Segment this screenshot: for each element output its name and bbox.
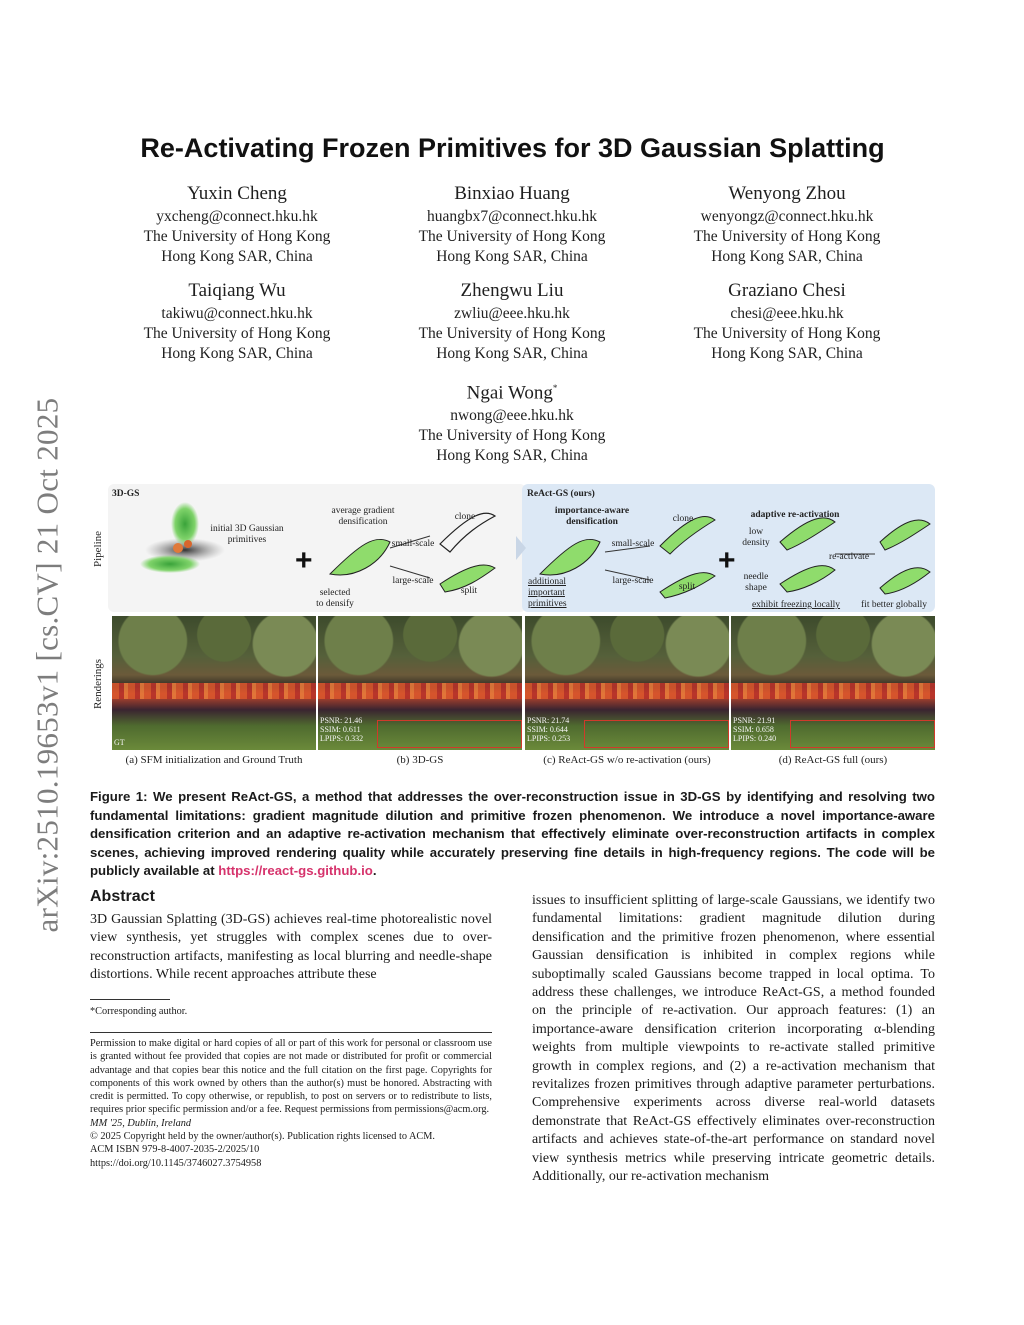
author-name: Ngai Wong (466, 382, 553, 404)
author-location: Hong Kong SAR, China (711, 248, 863, 265)
row-label-renderings: Renderings (92, 658, 105, 710)
permission-block (90, 1037, 492, 1170)
better-shape (880, 568, 930, 594)
subcaption-b: (b) 3D-GS (396, 754, 444, 766)
row-label-pipeline: Pipeline (92, 530, 104, 568)
label-split: split (460, 586, 478, 596)
metrics-reactgs-full: PSNR: 21.91 SSIM: 0.658 LPIPS: 0.240 (733, 716, 777, 743)
author-location: Hong Kong SAR, China (436, 345, 588, 362)
subcaption-d: (d) ReAct-GS full (ours) (778, 754, 888, 766)
label-needle: needle shape (743, 572, 769, 593)
author-block (372, 375, 652, 466)
author-email: zwliu@eee.hku.hk (454, 305, 570, 322)
label-importance: importance-aware densification (554, 506, 630, 527)
label-better: fit better globally (861, 600, 927, 610)
reactivate-shape (780, 566, 835, 592)
doi-link[interactable]: https://doi.org/10.1145/3746027.3754958 (90, 1157, 262, 1169)
figure-caption: Figure 1: We present ReAct-GS, a method that addresses the over-reconstruction issue in 3D-GS by identifying and resolving two fundamental limitations: gradient magnitude dilution and primitive frozen phenomenon. We introduce a novel importance-aware densification criterion and an adaptive re-activation mechanism that effectively eliminate over-reconstruction artifacts in complex scenes, achieving improved rendering quality while accurately preserving fine details in high-frequency regions. The code will be publicly available at https://react-gs.github.io. (90, 789, 935, 878)
project-link[interactable]: https://react-gs.github.io (218, 863, 373, 878)
metrics-3dgs: PSNR: 21.46 SSIM: 0.611 LPIPS: 0.332 (320, 716, 364, 743)
author-name: Graziano Chesi (728, 280, 846, 301)
author-block (647, 278, 927, 364)
author-block (647, 181, 927, 267)
plus-icon: + (295, 544, 313, 577)
initial-point (184, 540, 192, 548)
author-name: Yuxin Cheng (187, 183, 287, 204)
author-affiliation: The University of Hong Kong (143, 228, 331, 245)
permission-rule (90, 1032, 492, 1033)
label-clone: clone (672, 514, 694, 524)
author-name: Taiqiang Wu (188, 280, 286, 301)
pipeline-diagram (90, 484, 935, 612)
label-reactivate: re-activate (828, 552, 870, 562)
venue: MM '25, Dublin, Ireland (90, 1117, 192, 1129)
paper-title: Re-Activating Frozen Primitives for 3D Gaussian Splatting (140, 133, 885, 163)
label-clone: clone (454, 512, 476, 522)
isbn: ACM ISBN 979-8-4007-2035-2/2025/10 (90, 1144, 260, 1156)
label-avg-grad: average gradient densification (331, 506, 395, 527)
initial-point (173, 543, 183, 553)
author-location: Hong Kong SAR, China (161, 345, 313, 362)
highlight-box (790, 720, 935, 748)
author-name: Zhengwu Liu (460, 280, 564, 301)
highlight-box (584, 720, 729, 748)
author-affiliation: The University of Hong Kong (418, 427, 606, 445)
label-large-scale: large-scale (612, 576, 654, 586)
author-block (372, 278, 652, 364)
label-small-scale: small-scale (611, 539, 655, 549)
initial-gaussian (140, 555, 200, 573)
subcaption-c: (c) ReAct-GS w/o re-activation (ours) (543, 754, 711, 766)
author-location: Hong Kong SAR, China (161, 248, 313, 265)
label-small-scale: small-scale (391, 539, 435, 549)
footnote-rule (90, 999, 170, 1000)
rendering-gt (112, 616, 316, 750)
panel-label-reactgs: ReAct-GS (ours) (527, 489, 595, 499)
author-email: wenyongz@connect.hku.hk (700, 208, 874, 225)
abstract-left: 3D Gaussian Splatting (3D-GS) achieves real-time photorealistic novel view synthesis, yet struggles with complex scenes due to over-reconstruction artifacts, manifesting as local blurring and needle-shape distortions. While recent approaches attribute these (90, 912, 492, 983)
label-low-density: low density (742, 527, 770, 548)
rendering-reactgs-full (731, 616, 935, 750)
gt-label: GT (114, 738, 125, 747)
blade-shape (330, 539, 390, 575)
reactivate-shape (780, 518, 835, 550)
highlight-box (377, 720, 522, 748)
transition-arrow (516, 536, 526, 560)
label-selected: selected to densify (316, 588, 354, 609)
label-split: split (678, 582, 696, 592)
metrics-reactgs-no-react: PSNR: 21.74 SSIM: 0.644 LPIPS: 0.253 (527, 716, 571, 743)
blade-shape (540, 539, 600, 575)
label-additional: additional important primitives (528, 577, 567, 609)
permission-text: Permission to make digital or hard copies of all or part of this work for personal or classroom use is granted without fee provided that copies are not made or distributed for profit or commercial advantage and that copies bear this notice and the full citation on the first page. Copyrights for components of this work owned by others than the author(s) must be honored. Abstracting with credit is permitted. To copy otherwise, or republish, to post on servers or to redistribute to lists, requires prior specific permission and/or a fee. Request permissions from permissions@acm.org. (90, 1038, 492, 1116)
label-adaptive: adaptive re-activation (750, 510, 840, 520)
figure-1 (90, 484, 935, 774)
label-large-scale: large-scale (392, 576, 434, 586)
corresponding-footnote: *Corresponding author. (90, 1006, 188, 1017)
author-location: Hong Kong SAR, China (436, 447, 588, 465)
author-email: chesi@eee.hku.hk (730, 305, 844, 322)
author-name: Binxiao Huang (454, 183, 570, 204)
author-email: takiwu@connect.hku.hk (161, 305, 313, 322)
corresponding-marker: * (552, 383, 558, 393)
author-affiliation: The University of Hong Kong (418, 228, 606, 245)
author-affiliation: The University of Hong Kong (418, 325, 606, 342)
rendering-3dgs (318, 616, 522, 750)
author-affiliation: The University of Hong Kong (693, 325, 881, 342)
author-block (97, 181, 377, 267)
initial-gaussian (171, 502, 199, 546)
rendering-reactgs-no-react (525, 616, 729, 750)
author-name: Wenyong Zhou (728, 183, 846, 204)
better-shape (880, 520, 930, 550)
copyright: © 2025 Copyright held by the owner/author(s). Publication rights licensed to ACM. (90, 1131, 436, 1143)
abstract-heading: Abstract (90, 888, 155, 905)
author-email: yxcheng@connect.hku.hk (156, 208, 318, 225)
author-affiliation: The University of Hong Kong (143, 325, 331, 342)
author-email: nwong@eee.hku.hk (450, 407, 574, 425)
subcaption-a: (a) SFM initialization and Ground Truth (125, 754, 303, 766)
label-freezing: exhibit freezing locally (751, 600, 841, 610)
plus-icon: + (718, 544, 736, 577)
author-location: Hong Kong SAR, China (711, 345, 863, 362)
author-location: Hong Kong SAR, China (436, 248, 588, 265)
author-block (372, 181, 652, 267)
author-affiliation: The University of Hong Kong (693, 228, 881, 245)
arxiv-identifier: arXiv:2510.19653v1 [cs.CV] 21 Oct 2025 (29, 397, 65, 932)
abstract-right: issues to insufficient splitting of large-scale Gaussians, we identify two fundamental limitations: gradient magnitude dilution during densification and the primitive frozen phenomenon, where essential Gaussian densification is inhibited in complex regions while suboptimally scaled Gaussians become trapped in local optima. To address these challenges, we introduce ReAct-GS, a method founded on the principle of re-activation. Our approach features: (1) an importance-aware densification criterion incorporating α-blending weights from multiple viewpoints to re-activate stalled primitive growth in complex regions, and (2) a re-activation mechanism that revitalizes frozen primitives through adaptive parameter perturbations. Comprehensive experiments across diverse real-world datasets demonstrate that ReAct-GS effectively eliminates over-reconstruction artifacts and achieves state-of-the-art performance on standard novel view synthesis metrics while preserving intricate geometric details. Additionally, our re-activation mechanism (532, 893, 935, 1185)
label-initial: initial 3D Gaussian primitives (210, 524, 284, 545)
author-email: huangbx7@connect.hku.hk (426, 208, 598, 225)
panel-label-3dgs: 3D-GS (112, 489, 140, 499)
author-block (97, 278, 377, 364)
